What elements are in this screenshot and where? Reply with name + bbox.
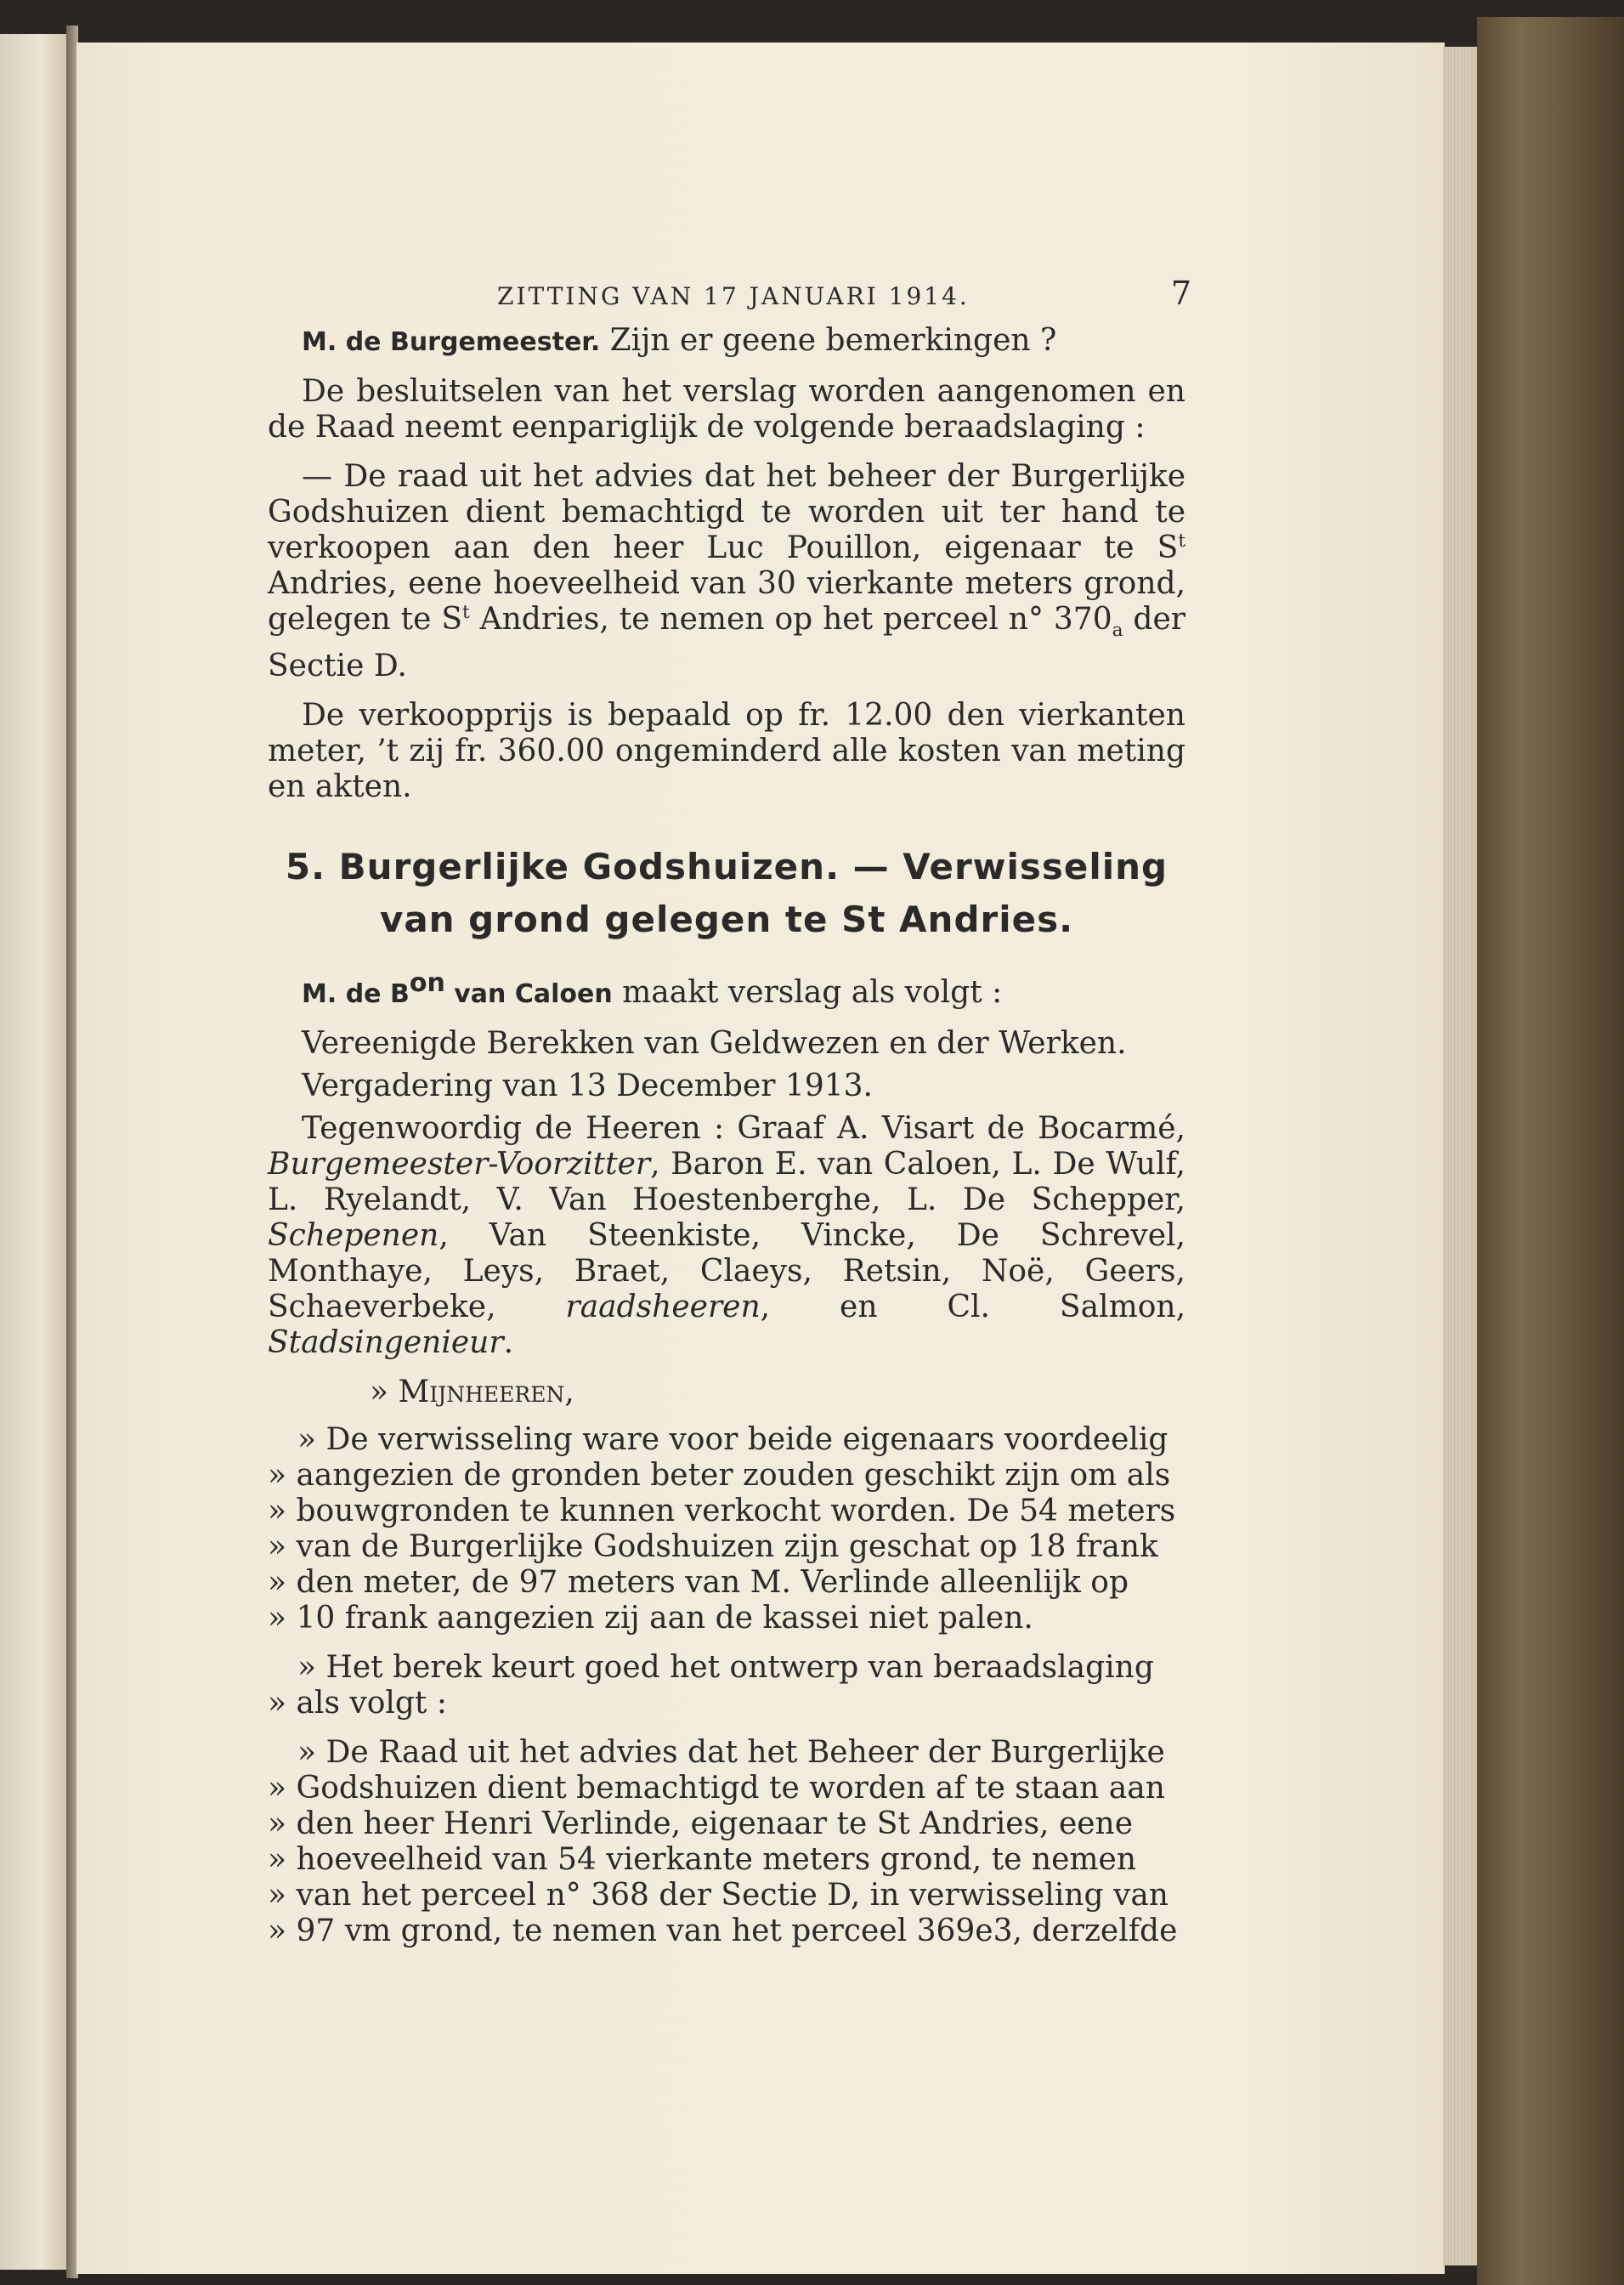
- paragraph-8: [268, 1111, 1185, 1361]
- quote-line: » als volgt :: [268, 1686, 447, 1721]
- speaker-part-b: van Caloen: [444, 979, 613, 1010]
- p3-sup2: t: [462, 602, 470, 623]
- p3-part-b: Andries, eene hoeveelheid van 30 vierkante meters grond, gelegen te S: [268, 566, 1185, 637]
- quote-line: » den meter, de 97 meters van M. Verlinde alleenlijk op: [268, 1565, 1129, 1601]
- paragraph-6: Vereenigde Berekken van Geldwezen en der Werken.: [302, 1026, 1127, 1062]
- p8-role-burgemeester: Burgemeester-Voorzitter: [268, 1147, 651, 1182]
- paragraph-5: [268, 968, 1185, 1012]
- paragraph-5-text: maakt verslag als volgt :: [612, 975, 1003, 1011]
- paragraph-1-text: Zijn er geene bemerkingen ?: [600, 323, 1057, 358]
- book-cover-edge: [1477, 17, 1624, 2285]
- quote-line: » van de Burgerlijke Godshuizen zijn geschat op 18 frank: [268, 1529, 1158, 1565]
- quote-line: » 97 vm grond, te nemen van het perceel 369e3, derzelfde: [268, 1914, 1178, 1949]
- page-stack-edge: [1443, 47, 1477, 2265]
- p8-role-schepenen: Schepenen: [268, 1218, 439, 1254]
- section-heading: [268, 841, 1185, 946]
- p8-part-e: .: [503, 1325, 514, 1361]
- page-text: [268, 272, 1194, 1963]
- paragraph-1: [268, 323, 1185, 360]
- quoted-paragraph-3: [268, 1735, 1185, 1949]
- quote-line: » De verwisseling ware voor beide eigenaars voordeelig: [297, 1422, 1168, 1458]
- quote-line: » aangezien de gronden beter zouden geschikt zijn om als: [268, 1458, 1171, 1494]
- quote-line: » hoeveelheid van 54 vierkante meters grond, te nemen: [268, 1842, 1137, 1878]
- p8-role-ingenieur: Stadsingenieur: [268, 1325, 504, 1361]
- p3-part-d: der Sectie D.: [268, 602, 1185, 684]
- speaker-sup: on: [409, 968, 445, 999]
- running-header: [268, 272, 1194, 323]
- p3-part-c: Andries, te nemen op het perceel n° 370: [469, 602, 1112, 637]
- running-title: ZITTING VAN 17 JANUARI 1914.: [497, 282, 970, 310]
- p3-sup1: t: [1178, 530, 1185, 552]
- facing-page-edge: [0, 34, 68, 2270]
- quoted-paragraph-1: [268, 1422, 1185, 1636]
- paragraph-2: De besluitselen van het verslag worden aangenomen en de Raad neemt eenpariglijk de volgende beraadslaging :: [268, 374, 1185, 445]
- p3-sub: a: [1112, 620, 1123, 642]
- quote-line: » Het berek keurt goed het ontwerp van beraadslaging: [297, 1650, 1154, 1686]
- quoted-paragraph-2: [268, 1650, 1185, 1721]
- paragraph-7: Vergadering van 13 December 1913.: [302, 1069, 873, 1104]
- quote-line: » Godshuizen dient bemachtigd te worden af te staan aan: [268, 1771, 1165, 1806]
- p8-part-c: , Van Steenkiste, Vincke, De Schrevel, Monthaye, Leys, Braet, Claeys, Retsin, Noë, Geers, Schaeverbeke,: [268, 1218, 1185, 1325]
- speaker-burgemeester: M. de Burgemeester.: [302, 327, 601, 357]
- quote-line: » De Raad uit het advies dat het Beheer der Burgerlijke: [297, 1735, 1165, 1771]
- paragraph-4: De verkoopprijs is bepaald op fr. 12.00 den vierkanten meter, ’t zij fr. 360.00 ongeminderd alle kosten van meting en akten.: [268, 698, 1185, 805]
- p8-part-d: , en Cl. Salmon,: [760, 1290, 1186, 1325]
- paragraph-3: [268, 459, 1185, 684]
- p8-part-a: Tegenwoordig de Heeren : Graaf A. Visart de Bocarmé,: [302, 1111, 1185, 1147]
- quote-line: » den heer Henri Verlinde, eigenaar te St Andries, eene: [268, 1806, 1134, 1842]
- page-number: 7: [1170, 275, 1194, 312]
- quote-line: » bouwgronden te kunnen verkocht worden. De 54 meters: [268, 1494, 1176, 1529]
- heading-line-1: 5. Burgerlijke Godshuizen. — Verwisseling: [285, 846, 1168, 888]
- salutation: » Mijnheeren,: [370, 1375, 574, 1410]
- quote-line: » 10 frank aangezien zij aan de kassei niet palen.: [268, 1601, 1033, 1636]
- p3-part-a: — De raad uit het advies dat het beheer der Burgerlijke Godshuizen dient bemachtigd te worden uit ter hand te verkoopen aan den heer Luc Pouillon, eigenaar te S: [268, 459, 1185, 565]
- quote-line: » van het perceel n° 368 der Sectie D, in verwisseling van: [268, 1878, 1168, 1914]
- p8-part-b: , Baron E. van Caloen, L. De Wulf, L. Ryelandt, V. Van Hoestenberghe, L. De Schepper,: [268, 1147, 1185, 1218]
- speaker-part-a: M. de B: [302, 979, 410, 1010]
- p8-role-raadsheeren: raadsheeren: [565, 1290, 761, 1325]
- heading-line-2: van grond gelegen te St Andries.: [379, 899, 1074, 941]
